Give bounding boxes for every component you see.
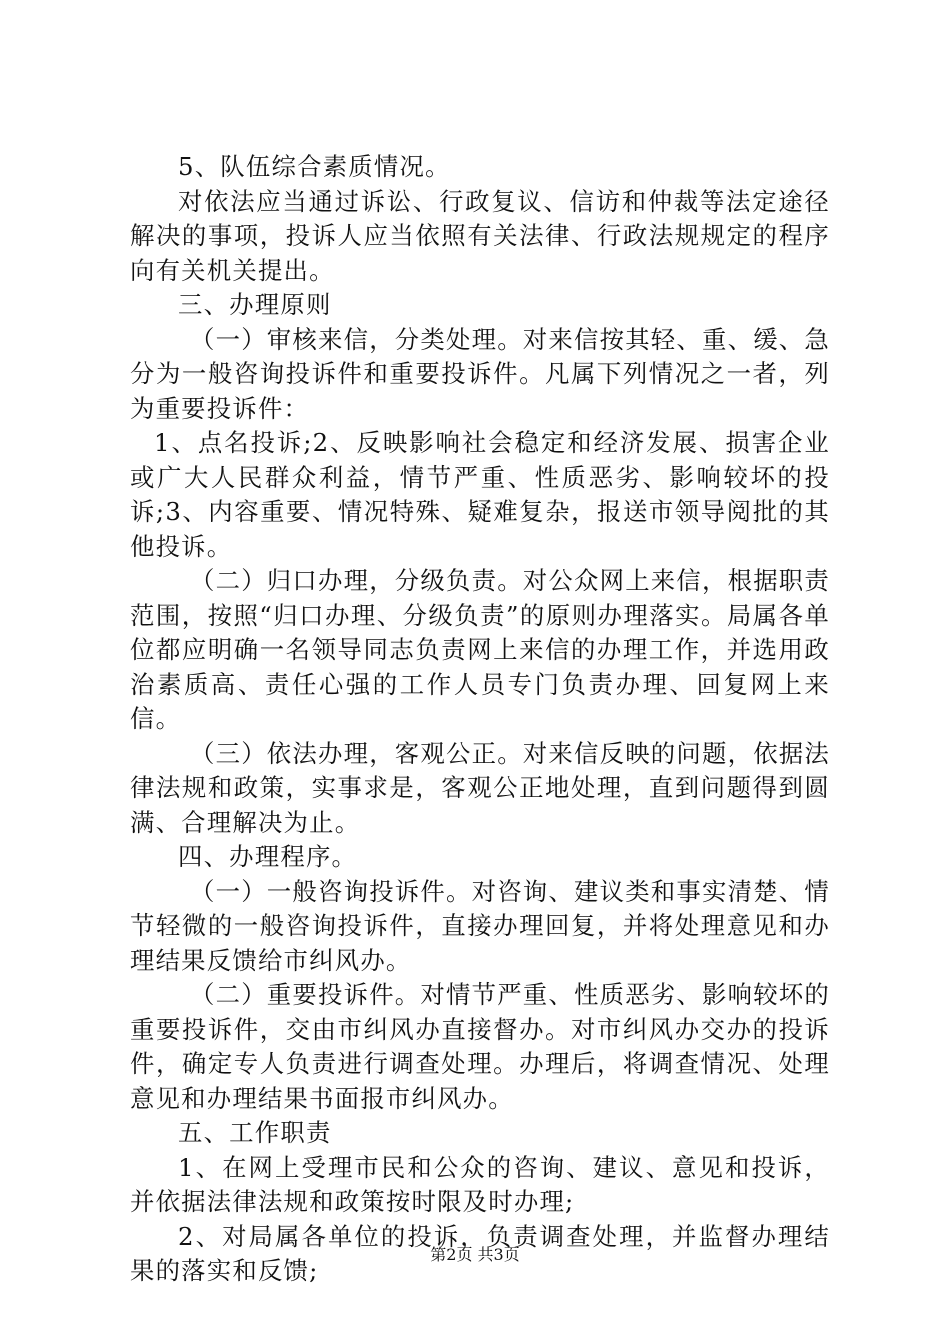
paragraph-principle-1: （一）审核来信，分类处理。对来信按其轻、重、缓、急分为一般咨询投诉件和重要投诉件。凡属下列情况之一者，列为重要投诉件：	[130, 324, 830, 423]
section-heading-duties: 五、工作职责	[178, 1118, 332, 1147]
paragraph-duty-2: 2、对局属各单位的投诉，负责调查处理，并监督办理结果的落实和反馈;	[130, 1221, 830, 1285]
paragraph-team-quality: 5、队伍综合素质情况。	[178, 152, 451, 181]
section-heading-principles: 三、办理原则	[178, 290, 332, 319]
paragraph-principle-3: （三）依法办理，客观公正。对来信反映的问题，依据法律法规和政策，实事求是，客观公正地处理，直到问题得到圆满、合理解决为止。	[130, 738, 830, 837]
paragraph-important-cases: 1、点名投诉;2、反映影响社会稳定和经济发展、损害企业或广大人民群众利益，情节严重、性质恶劣、影响较坏的投诉;3、内容重要、情况特殊、疑难复杂，报送市领导阅批的其他投诉。	[130, 428, 830, 561]
page-footer: 第2页 共3页	[430, 1245, 520, 1264]
paragraph-procedure-1: （一）一般咨询投诉件。对咨询、建议类和事实清楚、情节轻微的一般咨询投诉件，直接办理回复，并将处理意见和办理结果反馈给市纠风办。	[130, 876, 830, 975]
paragraph-principle-2: （二）归口办理，分级负责。对公众网上来信，根据职责范围，按照“归口办理、分级负责”的原则办理落实。局属各单位都应明确一名领导同志负责网上来信的办理工作，并选用政治素质高、责任心强的工作人员专门负责办理、回复网上来信。	[130, 566, 830, 733]
document-body	[130, 150, 830, 1289]
paragraph-procedure-2: （二）重要投诉件。对情节严重、性质恶劣、影响较坏的重要投诉件，交由市纠风办直接督办。对市纠风办交办的投诉件，确定专人负责进行调查处理。办理后，将调查情况、处理意见和办理结果书面报市纠风办。	[130, 980, 830, 1113]
paragraph-legal-channels: 对依法应当通过诉讼、行政复议、信访和仲裁等法定途径解决的事项，投诉人应当依照有关法律、行政法规规定的程序向有关机关提出。	[130, 186, 830, 285]
section-heading-procedure: 四、办理程序。	[178, 842, 358, 871]
paragraph-duty-1: 1、在网上受理市民和公众的咨询、建议、意见和投诉，并依据法律法规和政策按时限及时办理;	[130, 1152, 830, 1216]
